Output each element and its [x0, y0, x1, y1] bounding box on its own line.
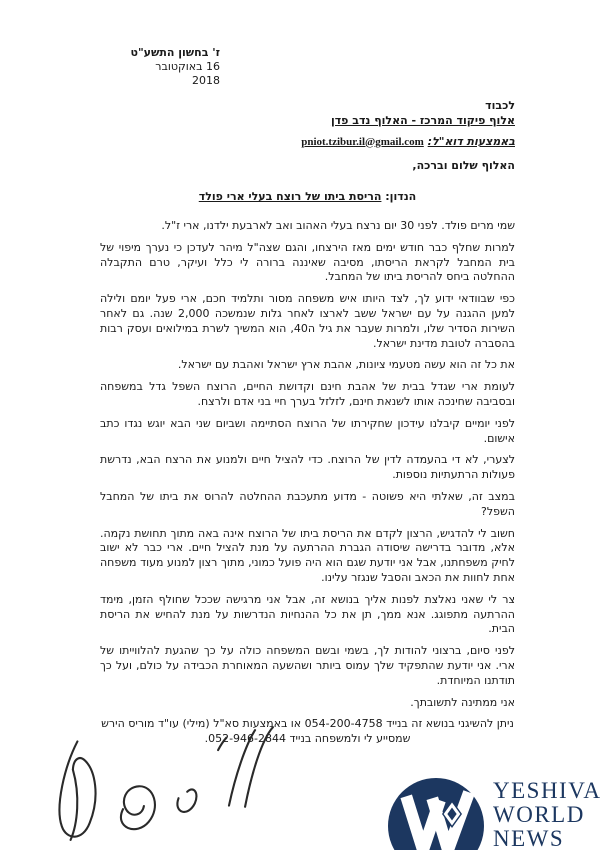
ywn-monogram-icon [386, 776, 486, 850]
paragraph-awaiting-reply: אני ממתינה לתשובתך. [410, 695, 515, 709]
paragraph-question: במצב זה, שאלתי היא פשוטה - מדוע מתעכבת ההחלטה להרוס את ביתו של המחבל השפל? [100, 489, 515, 518]
subject-label: הנדון: [385, 190, 417, 204]
ywn-line-news: NEWS [493, 826, 565, 850]
paragraph-not-revenge: חשוב לי להדגיש, הרצון לקדם את הריסת ביתו של הרוצח אינה באה מתוך תחושת נקמה. אלא, מדובר בדרישה שיסודה הגברת ההרתעה על מנת להציל חיים. ארי כבר לא ישוב לחיק משפחתנו, אבל אני יודעת שגם הוא היה פועל כמוני, מתוך רצון למנוע מעוד משפחה אחת לחוות את הכאב והסבל שנגזר עלינו. [100, 526, 515, 584]
ywn-line-yeshiva: YESHIVA [493, 778, 601, 803]
via-email-label: באמצעות דוא"ל: [427, 134, 515, 148]
hebrew-date: ז' בחשון התשע"ט [130, 46, 220, 59]
paragraph-thanks: לפני סיום, ברצוני להודות לך, בשמי ובשם המשפחה כולה על כך שהגעת להלווייתו של ארי. אני יודעת שהתפקיד שלך עמוס ביותר ושהשעה המאוחרת הכבידה על כולם, ועל כך תודתנו המיוחדת. [100, 644, 515, 687]
subject-line [100, 190, 515, 205]
paragraph-urgency: צר לי שאני נאלצת לפנות אליך בנושא זה, אבל אני מרגישה שככל שחולף הזמן, מימד ההרתעה מתפוגג. אנא ממך, תן את כל ההנחיות הנדרשות על מנת להחיש את הריסת הבית. [100, 592, 515, 636]
gregorian-date: 16 באוקטובר 2018 [155, 60, 220, 87]
email-line [100, 135, 515, 150]
ywn-line-world: WORLD [493, 802, 585, 827]
greeting: האלוף שלום וברכה, [412, 159, 515, 173]
ywn-logo [386, 776, 601, 850]
paragraph-contact-info: ניתן להשיגני בנושא זה בנייד 054-200-4758 או באמצעות סא"ל (מילי) עו"ד מוריס הירש שמסייע לי ולמשפחה בנייד 052-946-2844. [101, 717, 514, 746]
paragraph-ari-service: כפי שבוודאי ידוע לך, לצד היותו איש משפחה מסור ותלמיד חכם, ארי פעל יומם ולילה למען ההגנה על עם ישראל ששב לארצו לאחר גלות שנמשכה 2,000 שנה. גם לאחר השירות הסדיר שלו, ולמרות שעבר את גיל ה40, הוא המשיך לשרת במילואים ועסק רבות בהסברה לטובת מדינת ישראל. [100, 292, 516, 350]
paragraph-zionism: את כל זה הוא עשה מטעמי ציונות, אהבת ארץ ישראל ואהבת עם ישראל. [177, 358, 515, 372]
signature-scribble [47, 719, 318, 850]
to-label: לכבוד [485, 99, 515, 112]
paragraph-delay: למרות שחלף כבר חודש ימים מאז הירצחו, והגם שצה"ל מיהר לעדכן כי נערך מיפוי של בית המחבל לקראת הריסתו, מסיבה שאיננה ברורה לי כלל ועיקר, טרם התקבלה ההחלטה ביחס להריסת ביתו של המחבל. [100, 240, 515, 284]
letter-body [100, 0, 515, 754]
signature-icon [47, 719, 318, 850]
paragraph-intro: שמי מרים פולד. לפני 30 יום נרצח בעלי האהוב ואב לארבעת ילדנו, ארי ז"ל. [161, 218, 515, 232]
paragraph-deterrence-needed: לצערי, לא די בהעמדה לדין של הרוצח. כדי להציל חיים ולמנוע את הרצח הבא, נדרשת פעולות הרתעתיות נוספות. [100, 453, 515, 482]
ywn-wordmark [493, 779, 601, 850]
recipient-line: אלוף פיקוד המרכז - האלוף נדב פדן [330, 113, 515, 127]
subject-text: הריסת ביתו של רוצח בעלי ארי פולד [198, 190, 382, 204]
paragraph-contrast: לעומת ארי שגדל בבית של אהבת חינם וקדושת החיים, הרוצח השפל גדל במשפחה ובסביבה שחינכה אותו לשנאת חינם, לזלזל בערך חיי בני אדם ולרצח. [100, 380, 515, 408]
email-address: pniot.tzibur.il@gmail.com [301, 135, 424, 148]
paragraph-indictment: לפני יומיים קיבלנו עידכון שחקירתו של הרוצח הסתיימה ושביום שני הבא יוגש נגדו כתב אישום. [100, 416, 515, 445]
